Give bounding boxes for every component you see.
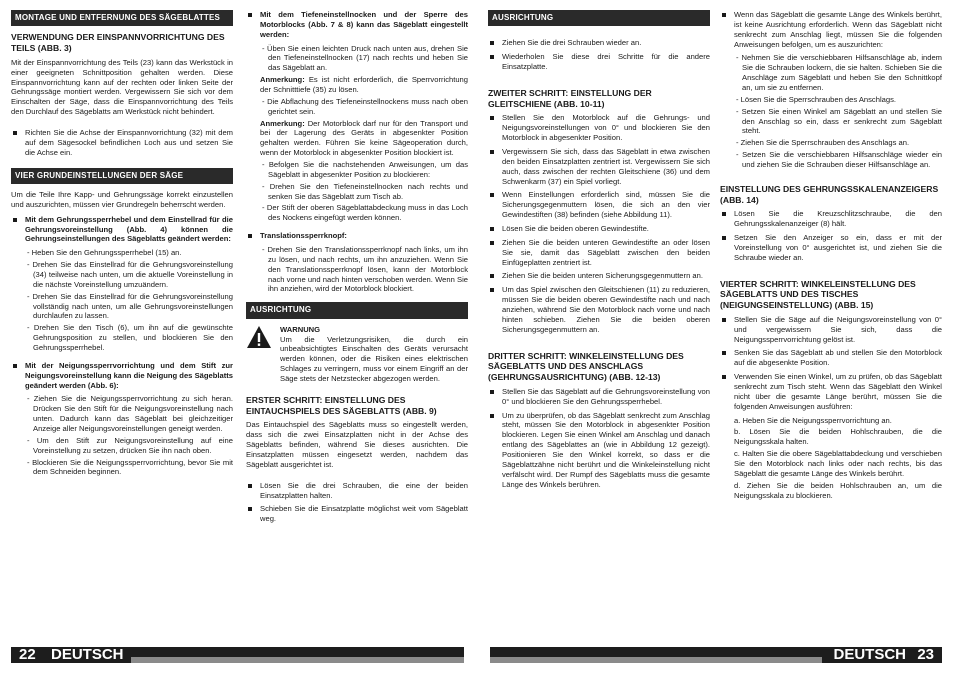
- bullet-item: Um zu überprüfen, ob das Sägeblatt senkrecht zum Anschlag steht, müssen Sie den Motorblock in abgesenkter Position blockieren. Legen Sie einen Winkel am Anschlag und danach entlang des Sägeblattes an (wie in Abbildung 12 gezeigt). Positionieren Sie den Winkel korrekt, so dass er die Sägeblattzähne nicht berührt und die Winkeleinstellung nicht verfälscht wird. Der Rumpf des Sägeblatts muss die gesamte Länge des Winkels berühren.: [488, 411, 710, 490]
- dash-item: - Lösen Sie die Sperrschrauben des Anschlags.: [736, 94, 896, 104]
- step-item: b. Lösen Sie die beiden Hohlschrauben, die die Neigungsskala halten.: [734, 427, 942, 447]
- dash-item: - Drehen Sie das Einstellrad für die Gehrungsvoreinstellung vollständig nach unten, um alle Gehrungsvoreinstellungen durchlaufen zu lassen.: [27, 291, 233, 321]
- dash-item: - Üben Sie einen leichten Druck nach unten aus, drehen Sie den Tiefeneinstellnocken (17) nach rechts und heben Sie das Sägeblatt an.: [262, 43, 468, 73]
- dash-item: - Heben Sie den Gehrungssperrhebel (15) an.: [27, 248, 182, 258]
- warning-title: WARNUNG: [280, 324, 321, 334]
- paragraph: Um die Teile Ihre Kapp- und Gehrungssäge korrekt einzustellen und auszurichten, müssen vier Grundregeln beherrscht werden.: [11, 189, 233, 209]
- bullet-item: Stellen Sie das Sägeblatt auf die Gehrungsvoreinstellung von 0° und blockieren Sie den Gehrungssperrhebel.: [488, 387, 710, 407]
- note: [260, 119, 468, 158]
- bullet-item: Wiederholen Sie diese drei Schritte für die andere Einsatzplatte.: [488, 52, 710, 72]
- bullet-item: Setzen Sie den Anzeiger so ein, dass er mit der Voreinstellung von 0° ausgerichtet ist, und ziehen Sie die Schraube wieder an.: [720, 233, 942, 263]
- bullet-item: Lösen Sie die beiden oberen Gewindestifte.: [488, 224, 710, 234]
- bullet-item: Ziehen Sie die beiden unteren Gewindestifte an oder lösen Sie sie, damit das Sägeblatt zwischen den beiden Einfügeplatten zentriert ist.: [488, 238, 710, 268]
- dash-item: - Die Abflachung des Tiefeneinstellnockens muss nach oben gerichtet sein.: [262, 96, 468, 116]
- section-header: AUSRICHTUNG: [488, 10, 710, 26]
- bullet-item: Translationssperrknopf:: [246, 231, 468, 241]
- warning-text: Um die Verletzungsrisiken, die durch ein unbeabsichtigtes Einschalten des Geräts verursacht werden können, oder die Risiken eines elektrischen Schlages zu verringern, muss vor einem Eingriff an der Säge stets der Netzstecker abgezogen werden.: [280, 334, 468, 384]
- language-label: DEUTSCH: [51, 646, 124, 663]
- dash-item: - Blockieren Sie die Neigungssperrvorrichtung, bevor Sie mit dem Schneiden beginnen.: [27, 457, 233, 477]
- dash-item: - Ziehen Sie die Neigungssperrvorrichtung zu sich heran. Drücken Sie den Stift für die Neigungsvoreinstellung nach unten. Dadurch kann das Sägeblatt bei gleichzeitiger Anzeige aller Neigungsvoreinstellungen geneigt werden.: [27, 394, 233, 434]
- bullet-item: Mit der Neigungssperrvorrichtung und dem Stift zur Neigungsvoreinstellung kann die Neigung des Sägeblatts geändert werden (Abb. 6):: [11, 361, 233, 391]
- dash-item: - Drehen Sie den Tisch (6), um ihn auf die gewünschte Gehrungsposition zu stellen, und blockieren Sie den Gehrungssperrhebel.: [27, 323, 233, 353]
- bullet-item: Stellen Sie die Säge auf die Neigungsvoreinstellung von 0° und vergewissern Sie sich, dass die Neigungssperrvorrichtung gelöst ist.: [720, 315, 942, 345]
- note: [260, 75, 468, 95]
- subsection-heading: VERWENDUNG DER EINSPANNVORRICHTUNG DES TEILS (ABB. 3): [11, 32, 225, 54]
- footer-stripe: [131, 657, 464, 663]
- column-1: [11, 10, 233, 479]
- bullet-item: Stellen Sie den Motorblock auf die Gehrungs- und Neigungsvoreinstellungen von 0° und blockieren Sie den Motorblock in abgesenkter Position.: [488, 113, 710, 143]
- bullet-item: Ziehen Sie die beiden unteren Sicherungsgegenmuttern an.: [488, 271, 710, 281]
- bullet-item: Verwenden Sie einen Winkel, um zu prüfen, ob das Sägeblatt senkrecht zum Tisch steht. Wenn das Sägeblatt den Winkel nicht über die gesamte Länge berührt, müssen Sie die folgenden Anweisungen ausführen:: [720, 372, 942, 411]
- dash-item: - Nehmen Sie die verschiebbaren Hilfsanschläge ab, indem Sie die Schrauben lockern, die sie halten. Schieben Sie die Anschläge zum Sägeblatt und heben Sie den Schnittkopf an, um sie zu entfernen.: [736, 53, 942, 93]
- page-number: 22: [19, 646, 36, 663]
- paragraph: Mit der Einspannvorrichtung des Teils (23) kann das Werkstück in einer geeigneten Schnittposition gehalten werden. Diese Einspannvorrichtung kann auf der rechten oder linken Seite der Gehrungssäge montiert werden. Vergewissern Sie sich vor dem Einschalten der Säge, dass die Einspannvorrichtung des Teils den Durchlauf des Sägeblatts am Werkstück nicht behindert.: [11, 57, 233, 117]
- step-item: d. Ziehen Sie die beiden Hohlschrauben an, um die Neigungsskala zu blockieren.: [734, 480, 942, 500]
- step-item: a. Heben Sie die Neigungssperrvorrichtung an.: [734, 415, 892, 425]
- bullet-item: Lösen Sie die drei Schrauben, die eine der beiden Einsatzplatten halten.: [246, 481, 468, 501]
- note-label: Anmerkung:: [260, 118, 305, 128]
- bullet-item: Wenn das Sägeblatt die gesamte Länge des Winkels berührt, ist keine Ausrichtung erforderlich. Wenn das Sägeblatt nicht senkrecht zum Anschlag liegt, müssen Sie die folgenden Anweisungen befolgen, um es auszurichten:: [720, 10, 942, 49]
- subsection-heading: VIERTER SCHRITT: WINKELEINSTELLUNG DES SÄGEBLATTS UND DES TISCHES (NEIGUNGSEINSTELLUNG) (ABB. 15): [720, 278, 916, 311]
- note-label: Anmerkung:: [260, 75, 305, 85]
- section-header: MONTAGE UND ENTFERNUNG DES SÄGEBLATTES: [11, 10, 233, 26]
- warning-triangle-icon: [246, 325, 272, 389]
- column-3: [488, 10, 710, 493]
- bullet-item: Richten Sie die Achse der Einspannvorrichtung (32) mit dem auf dem Sägesockel befindlichen Loch aus und setzen Sie die Achse ein.: [11, 128, 233, 158]
- bullet-item: Lösen Sie die Kreuzschlitzschraube, die den Gehrungsskalenanzeiger (8) hält.: [720, 209, 942, 229]
- language-label: DEUTSCH: [833, 646, 906, 663]
- page-number: 23: [917, 646, 934, 663]
- footer-left: [11, 647, 464, 663]
- bullet-item: Mit dem Gehrungssperrhebel und dem Einstellrad für die Gehrungsvoreinstellung (Abb. 4) können die Gehrungseinstellungen des Sägeblatts geändert werden:: [11, 215, 233, 245]
- paragraph: Das Eintauchspiel des Sägeblatts muss so eingestellt werden, dass sich die zwei Einsatzplatten nicht in der Achse des Sägeblatts befinden, während Sie dieses ausrichten. Die Einsatzplatten müssen eingesetzt werden, nachdem das Sägeblatt ausgerichtet ist.: [246, 420, 468, 469]
- subsection-heading: ERSTER SCHRITT: EINSTELLUNG DES EINTAUCHSPIELS DES SÄGEBLATTS (ABB. 9): [246, 394, 437, 416]
- bullet-item: Ziehen Sie die drei Schrauben wieder an.: [488, 38, 710, 48]
- footer-stripe: [490, 657, 822, 663]
- dash-item: - Drehen Sie den Translationssperrknopf nach links, um ihn zu lösen, und nach rechts, um ihn anzuziehen. Wenn Sie den Translationssperrknopf lösen, kann der Motorblock nach vorne und nach hinten verschoben werden. Wenn Sie ihn anziehen, wird der Motorblock blockiert.: [262, 245, 468, 294]
- dash-item: - Drehen Sie den Tiefeneinstellnocken nach rechts und senken Sie das Sägeblatt zum Tisch ab.: [262, 181, 468, 201]
- bullet-item: Wenn Einstellungen erforderlich sind, müssen Sie die Sicherungsgegenmuttern lösen, die sich an den vier Gewindestiften (38) befinden (siehe Abbildung 11).: [488, 190, 710, 220]
- section-header: VIER GRUNDEINSTELLUNGEN DER SÄGE: [11, 168, 233, 184]
- bullet-item: Um das Spiel zwischen den Gleitschienen (11) zu reduzieren, müssen Sie die beiden oberen Gewindestifte nach und nach anziehen, während Sie den Motorblock nach vorne und nach hinten schieben. Ziehen Sie die beiden oberen Sicherungsgegenmuttern an.: [488, 285, 710, 334]
- warning-box: [246, 325, 468, 389]
- note-text: Es ist nicht erforderlich, die Sperrvorrichtung der Schnitttiefe (35) zu lösen.: [260, 75, 468, 95]
- subsection-heading: ZWEITER SCHRITT: EINSTELLUNG DER GLEITSCHIENE (ABB. 10-11): [488, 87, 652, 109]
- bullet-item: Senken Sie das Sägeblatt ab und stellen Sie den Motorblock auf die abgesenkte Position.: [720, 348, 942, 368]
- dash-item: - Ziehen Sie die Sperrschrauben des Anschlags an.: [736, 138, 910, 148]
- dash-item: - Befolgen Sie die nachstehenden Anweisungen, um das Sägeblatt in abgesenkter Position zu blockieren:: [262, 160, 468, 179]
- column-2: [246, 10, 468, 528]
- dash-item: - Setzen Sie die verschiebbaren Hilfsanschläge wieder ein und ziehen Sie die Schrauben dieser Hilfsanschläge an.: [736, 150, 942, 170]
- note-text: Der Motorblock darf nur für den Transport und bei der Lagerung des Geräts in abgesenkter Position gehalten werden. Führen Sie keine Sägeoperation durch, wenn der Motorblock in abgesenkter Position blockiert ist.: [260, 118, 468, 158]
- bullet-item: Schieben Sie die Einsatzplatte möglichst weit vom Sägeblatt weg.: [246, 504, 468, 524]
- dash-item: - Der Stift der oberen Sägeblattabdeckung muss in das Loch des Nockens eingefügt werden können.: [262, 203, 468, 223]
- bullet-item: Vergewissern Sie sich, dass das Sägeblatt in etwa zwischen den beiden Einsatzplatten zentriert ist. Vergewissern Sie sich auch, dass zwischen der rechten Gleitschiene (36) und dem Schwenkarm (37) ein Spiel vorliegt.: [488, 147, 710, 186]
- footer-right: [490, 647, 942, 663]
- subsection-heading: EINSTELLUNG DES GEHRUNGSSKALENANZEIGERS (ABB. 14): [720, 183, 939, 205]
- bullet-item: Mit dem Tiefeneinstellnocken und der Sperre des Motorblocks (Abb. 7 & 8) kann das Sägeblatt eingestellt werden:: [246, 10, 468, 40]
- step-item: c. Halten Sie die obere Sägeblattabdeckung und verschieben Sie den Motorblock nach links oder nach rechts, bis das Sägeblatt die gesamte Länge des Winkels berührt.: [734, 449, 942, 478]
- dash-item: - Drehen Sie das Einstellrad für die Gehrungsvoreinstellung (34) teilweise nach unten, um die aktuelle Voreinstellung in die nächste Voreinstellung umzuändern.: [27, 260, 233, 289]
- column-4: [720, 10, 942, 502]
- section-header: AUSRICHTUNG: [246, 302, 468, 318]
- dash-item: - Setzen Sie einen Winkel am Sägeblatt an und stellen Sie den Anschlag so ein, dass er senkrecht zum Sägeblatt steht.: [736, 106, 942, 136]
- subsection-heading: DRITTER SCHRITT: WINKELEINSTELLUNG DES SÄGEBLATTS UND DES ANSCHLAGS (GEHRUNGSAUSRICHTUNG) (ABB. 12-13): [488, 350, 684, 383]
- dash-item: - Um den Stift zur Neigungsvoreinstellung auf eine Voreinstellung zu setzen, drücken Sie ihn nach oben.: [27, 435, 233, 455]
